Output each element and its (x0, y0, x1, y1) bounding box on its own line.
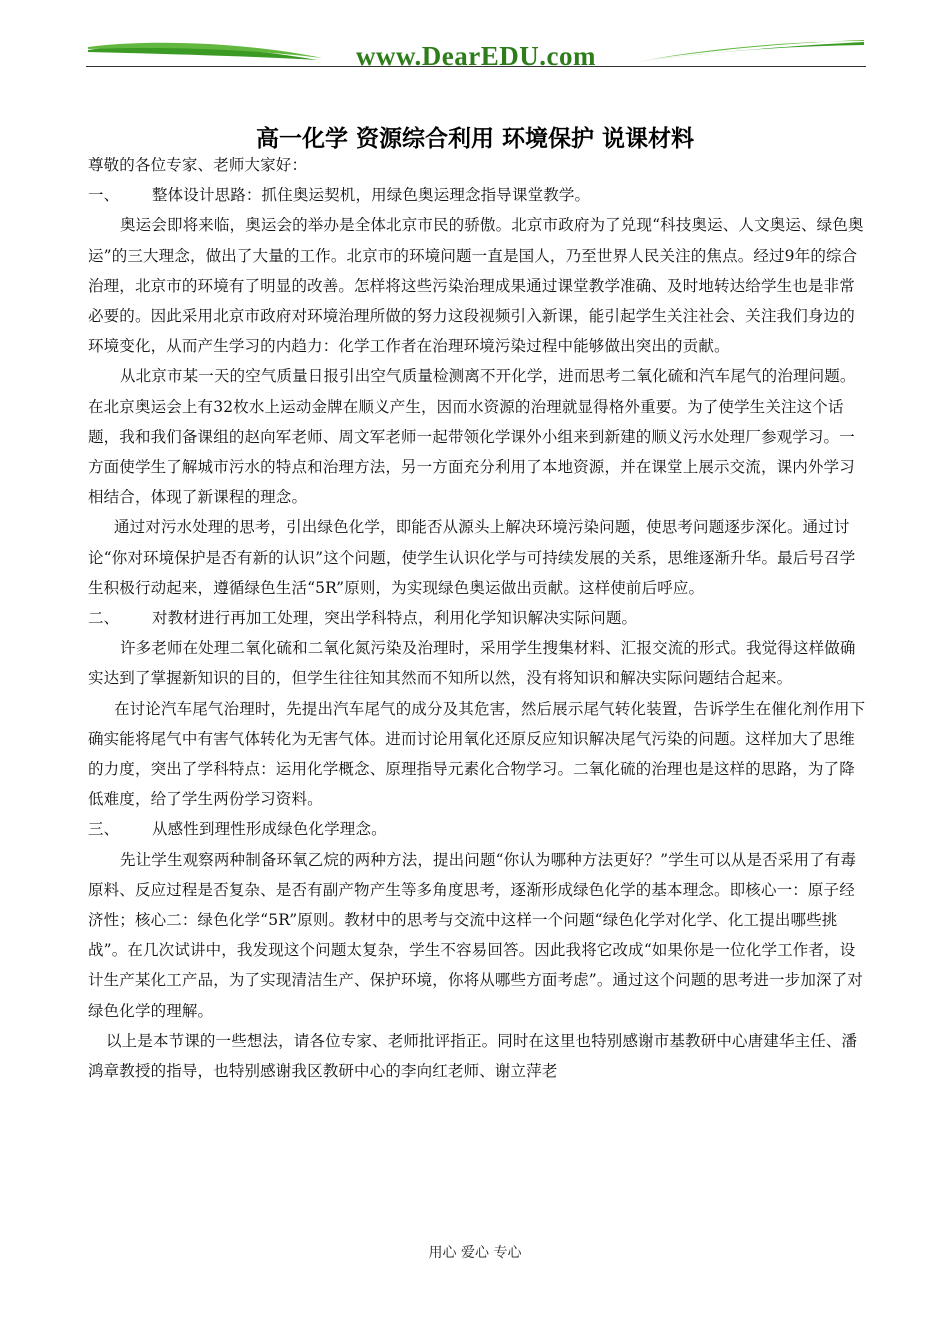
paragraph: 从北京市某一天的空气质量日报引出空气质量检测离不开化学，进而思考二氧化硫和汽车尾气的治理问题。在北京奥运会上有32枚水上运动金牌在顺义产生，因而水资源的治理就显得格外重要。为了使学生关注这个话题，我和我们备课组的赵向军老师、周文军老师一起带领化学课外小组来到新建的顺义污水处理厂参观学习。一方面使学生了解城市污水的特点和治理方法，另一方面充分利用了本地资源，并在课堂上展示交流，课内外学习相结合，体现了新课程的理念。 (88, 367, 856, 507)
section-heading-text: 对教材进行再加工处理，突出学科特点，利用化学知识解决实际问题。 (152, 609, 638, 628)
paragraph: 在讨论汽车尾气治理时，先提出汽车尾气的成分及其危害，然后展示尾气转化装置，告诉学生在催化剂作用下确实能将尾气中有害气体转化为无害气体。进而讨论用氧化还原反应知识解决尾气污染的问题。这样加大了思维的力度，突出了学科特点：运用化学概念、原理指导元素化合物学习。二氧化硫的治理也是这样的思路，为了降低难度，给了学生两份学习资料。 (88, 699, 866, 809)
section-number: 一、 (88, 186, 120, 205)
section-2-heading (88, 603, 866, 633)
closing-paragraph: 以上是本节课的一些想法，请各位专家、老师批评指正。同时在这里也特别感谢市基教研中心唐建华主任、潘鸿章教授的指导，也特别感谢我区教研中心的李向红老师、谢立萍老 (88, 1031, 858, 1081)
paragraph: 通过对污水处理的思考，引出绿色化学，即能否从源头上解决环境污染问题，使思考问题逐步深化。通过讨论“你对环境保护是否有新的认识”这个问题，使学生认识化学与可持续发展的关系，思维逐渐升华。最后号召学生积极行动起来，遵循绿色生活“5R”原则，为实现绿色奥运做出贡献。这样使前后呼应。 (88, 518, 856, 597)
paragraph: 先让学生观察两种制备环氧乙烷的两种方法，提出问题“你认为哪种方法更好？”学生可以从是否采用了有毒原料、反应过程是否复杂、是否有副产物产生等多角度思考，逐渐形成绿色化学的基本理念。即核心一：原子经济性；核心二：绿色化学“5R”原则。教材中的思考与交流中这样一个问题“绿色化学对化学、化工提出哪些挑战”。在几次试讲中，我发现这个问题太复杂，学生不容易回答。因此我将它改成“如果你是一位化学工作者，设计生产某化工产品，为了实现清洁生产、保护环境，你将从哪些方面考虑”。通过这个问题的思考进一步加深了对绿色化学的理解。 (88, 850, 863, 1020)
site-header (86, 38, 866, 78)
section-1-heading (88, 180, 866, 210)
section-number: 二、 (88, 609, 120, 628)
document-title: 高一化学 资源综合利用 环境保护 说课材料 (255, 126, 695, 152)
section-heading-text: 整体设计思路：抓住奥运契机，用绿色奥运理念指导课堂教学。 (152, 186, 591, 205)
section-heading-text: 从感性到理性形成绿色化学理念。 (152, 820, 387, 839)
page-footer: 用心 爱心 专心 (428, 1245, 522, 1261)
paragraph: 奥运会即将来临，奥运会的举办是全体北京市民的骄傲。北京市政府为了兑现“科技奥运、人文奥运、绿色奥运”的三大理念，做出了大量的工作。北京市的环境问题一直是国人，乃至世界人民关注的焦点。经过9年的综合治理，北京市的环境有了明显的改善。怎样将这些污染治理成果通过课堂教学准确、及时地转达给学生也是非常必要的。因此采用北京市政府对环境治理所做的努力这段视频引入新课，能引起学生关注社会、关注我们身边的环境变化，从而产生学习的内趋力：化学工作者在治理环境污染过程中能够做出突出的贡献。 (88, 216, 864, 356)
site-logo-text: www.DearEDU.com (356, 41, 596, 71)
greeting: 尊敬的各位专家、老师大家好： (88, 156, 308, 174)
paragraph: 许多老师在处理二氧化硫和二氧化氮污染及治理时，采用学生搜集材料、汇报交流的形式。我觉得这样做确实达到了掌握新知识的目的，但学生往往知其然而不知所以然，没有将知识和解决实际问题结合起来。 (88, 639, 856, 688)
section-3-heading (88, 814, 866, 844)
document-body (88, 150, 866, 1086)
section-number: 三、 (88, 820, 120, 839)
header-rule (86, 66, 866, 67)
